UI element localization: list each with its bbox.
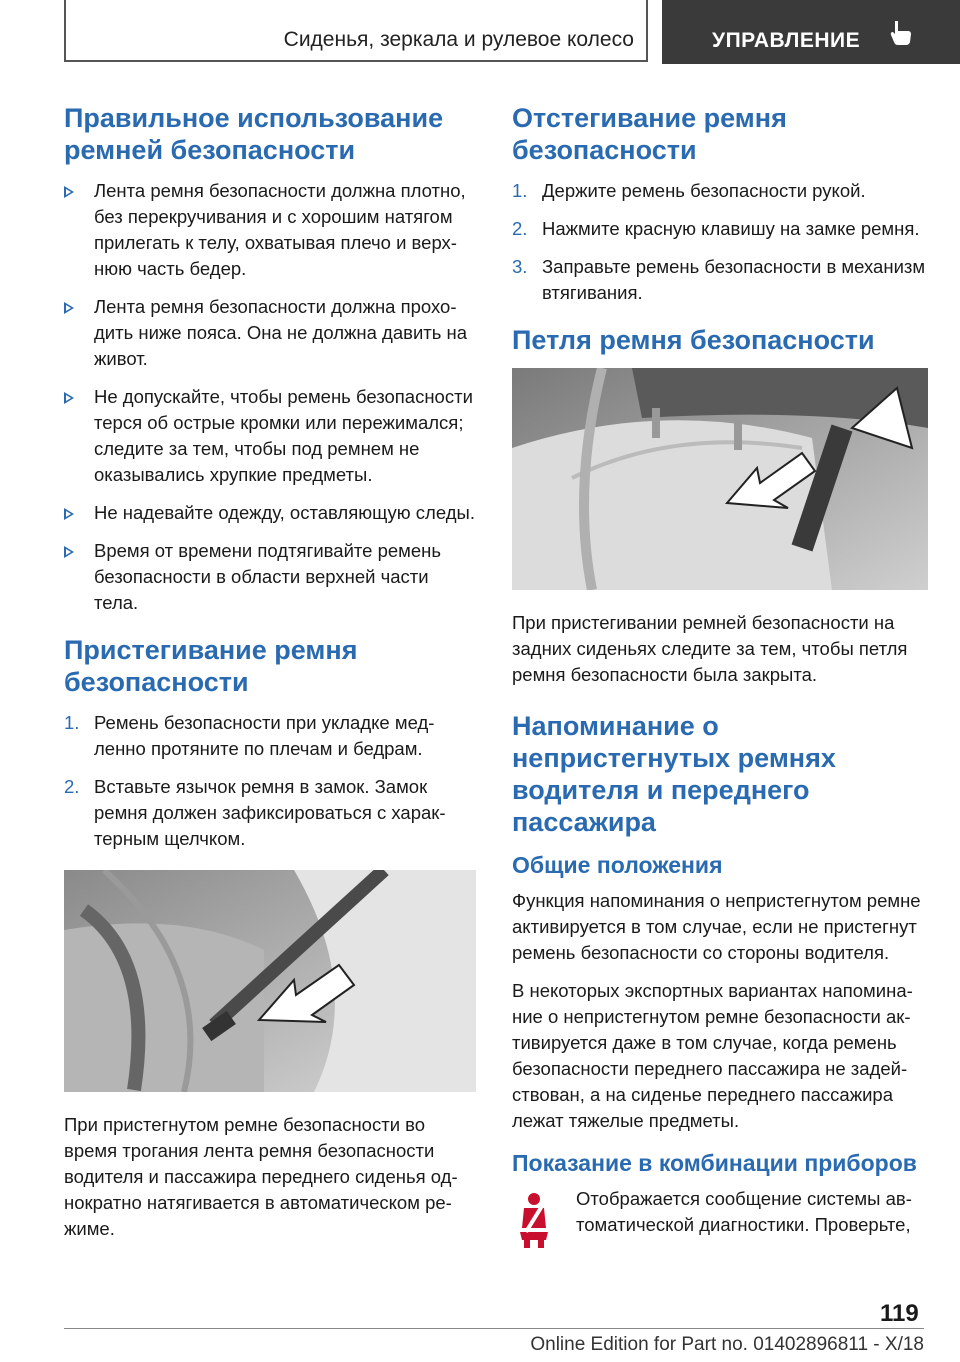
list-item: Время от времени подтягивайте ремень безопасности в области верхней части тела.	[64, 538, 476, 616]
subsection-general: Общие положения	[512, 852, 723, 878]
list-item: Не надевайте одежду, оставляющую следы.	[64, 500, 476, 526]
belt-loop-photo	[512, 368, 928, 590]
seatbelt-buckle-photo	[64, 870, 476, 1092]
section-tab-label: УПРАВЛЕНИЕ	[712, 29, 861, 52]
section-title-reminder: Напоминание о непристегнутых ремнях водителя и переднего пассажира	[512, 711, 836, 837]
bullet-triangle-icon	[64, 302, 74, 314]
bullet-triangle-icon	[64, 508, 74, 520]
section-title-belt-loop: Петля ремня безопасности	[512, 325, 875, 355]
chapter-subtitle: Сиденья, зеркала и рулевое колесо	[283, 28, 634, 51]
bullet-triangle-icon	[64, 392, 74, 404]
subsection-instrument-display: Показание в комбинации приборов	[512, 1150, 917, 1176]
footer-edition: Online Edition for Part no. 01402896811 - X/18	[530, 1334, 924, 1355]
paragraph: В некоторых экспортных вариантах напоминание о непристегнутом ремне безопасности активируется даже в том случае, когда ремень безопасности переднего пассажира не задействован, а на сиденье переднего пассажира лежат тяжелые предметы.	[512, 980, 913, 1131]
section-title-correct-use: Правильное использование ремней безопасности	[64, 103, 444, 165]
list-item: 1. Ремень безопасности при укладке медленно протяните по плечам и бедрам.	[64, 712, 435, 759]
list-item: 3. Заправьте ремень безопасности в механизм втягивания.	[512, 256, 926, 303]
bullet-triangle-icon	[64, 546, 74, 558]
list-item: Лента ремня безопасности должна плотно, без перекручивания и с хорошим натягом прилегать к телу, охватывая плечо и верхнюю часть бедер.	[64, 178, 476, 282]
footer-divider	[64, 1328, 924, 1329]
warning-text: Отображается сообщение системы автоматической диагностики. Проверьте,	[576, 1188, 912, 1235]
section-title-unfastening: Отстегивание ремня безопасности	[512, 103, 787, 165]
left-column	[64, 102, 476, 1254]
list-item: Не допускайте, чтобы ремень безопасности терся об острые кромки или пережимался; следите за тем, чтобы под ремнем не оказывались хрупкие предметы.	[64, 384, 476, 488]
right-column	[512, 102, 928, 1253]
list-item: 2. Вставьте язычок ремня в замок. Замок ремня должен зафиксироваться с характерным щелчком.	[64, 776, 446, 849]
unfastening-steps	[512, 178, 928, 306]
section-title-fastening: Пристегивание ремня безопасности	[64, 635, 358, 697]
bullet-triangle-icon	[64, 186, 74, 198]
list-item: 1. Держите ремень безопасности рукой.	[512, 180, 866, 201]
usage-bullet-list	[64, 178, 476, 616]
list-item: 2. Нажмите красную клавишу на замке ремня.	[512, 218, 920, 239]
list-item: Лента ремня безопасности должна проходить ниже пояса. Она не должна давить на живот.	[64, 294, 476, 372]
section-tab[interactable]	[662, 0, 960, 64]
belt-loop-caption: При пристегивании ремней безопасности на задних сиденьях следите за тем, чтобы петля ремня безопасности была закрыта.	[512, 612, 908, 685]
photo-caption: При пристегнутом ремне безопасности во время трогания лента ремня безопасности водителя и пассажира переднего сиденья однократно натягивается в автоматическом режиме.	[64, 1114, 458, 1239]
warning-row	[512, 1186, 928, 1253]
page-number: 119	[880, 1300, 919, 1327]
paragraph: Функция напоминания о непристегнутом ремне активируется в том случае, если не пристегнут ремень безопасности со стороны водителя.	[512, 890, 921, 963]
pointing-hand-icon	[890, 20, 912, 46]
fastening-steps	[64, 710, 476, 852]
seatbelt-warning-icon	[512, 1186, 560, 1253]
